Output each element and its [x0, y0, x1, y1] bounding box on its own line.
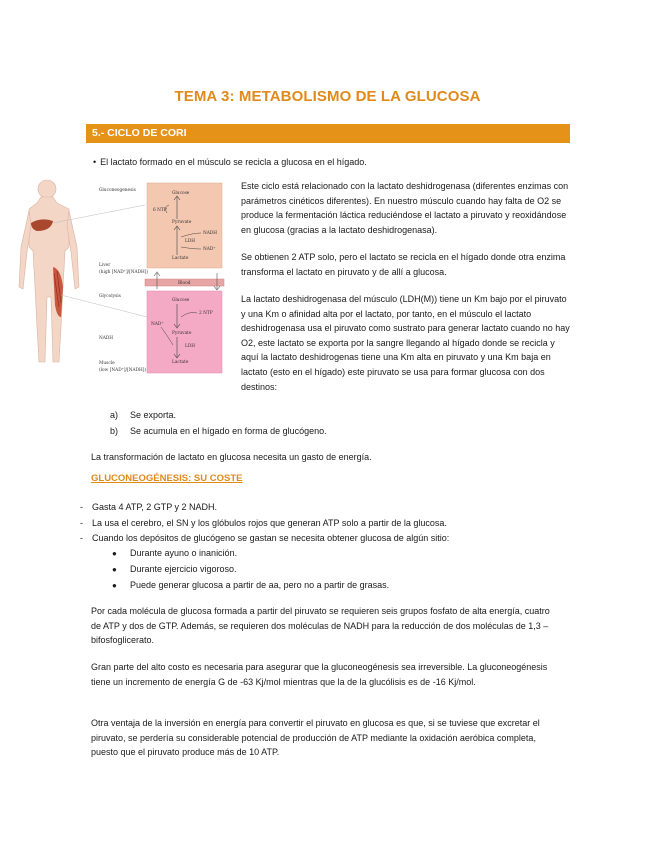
- intro-text: El lactato formado en el músculo se recicla a glucosa en el hígado.: [100, 157, 367, 167]
- cost-item-text: Cuando los depósitos de glucógeno se gastan se necesita obtener glucosa de algún sitio:: [92, 533, 450, 543]
- destination-text: Se exporta.: [130, 410, 177, 420]
- label-glycolysis: Glycolysis: [99, 294, 121, 299]
- destination-text: Se acumula en el hígado en forma de glucógeno.: [130, 426, 327, 436]
- cost-item: [80, 531, 449, 546]
- cost-subitem: [112, 546, 237, 562]
- dash-marker: -: [80, 533, 83, 543]
- intro-bullet: [93, 155, 367, 170]
- label-gluconeogenesis: Gluconeogenesis: [99, 188, 136, 193]
- label-lactate-bottom: Lactate: [172, 360, 189, 365]
- cost-item: [80, 500, 217, 515]
- paragraph-advantage: Otra ventaja de la inversión en energía para convertir el piruvato en glucosa es que, si se tuviese que excretar el piruvato, se perdería su considerable potencial de producción de ATP mediante la oxidación aeróbica completa, puesto que el piruvato produce más de 10 ATP.: [91, 718, 540, 758]
- page-title: TEMA 3: METABOLISMO DE LA GLUCOSA: [174, 88, 481, 105]
- label-blood: Blood: [178, 281, 191, 286]
- destination-item-a: [110, 408, 176, 423]
- cori-cycle-diagram: [17, 177, 235, 377]
- section-header: 5.- CICLO DE CORI: [86, 124, 570, 143]
- bullet-icon: •: [93, 157, 97, 167]
- label-nad-top: NAD⁺: [203, 247, 216, 252]
- label-pyruvate-top: Pyruvate: [172, 220, 192, 225]
- label-ntp-top: 6 NTP: [153, 208, 167, 213]
- cori-cycle-figure: [17, 177, 235, 377]
- label-lactate-top: Lactate: [172, 256, 189, 261]
- bullet-icon: ●: [112, 565, 117, 574]
- paragraph-irreversible: Gran parte del alto costo es necesaria para asegurar que la gluconeogénesis sea irreversible. La gluconeogénesis tiene un incremento de energía G de -63 Kj/mol mientras que la de la glucólisis es de -16 Kj/mol.: [91, 662, 548, 687]
- cost-subitem-text: Durante ejercicio vigoroso.: [130, 564, 237, 574]
- destination-item-b: [110, 424, 327, 439]
- label-liver-ratio: (high [NAD⁺]/[NADH]): [99, 270, 149, 275]
- label-glucose-top: Glucose: [172, 191, 190, 196]
- label-muscle-ratio: (low [NAD⁺]/[NADH]): [99, 368, 147, 373]
- list-marker: a): [110, 410, 119, 420]
- gluconeogenesis-cost-heading: GLUCONEOGÉNESIS: SU COSTE: [91, 473, 243, 484]
- bullet-icon: ●: [112, 581, 117, 590]
- list-marker: b): [110, 426, 119, 436]
- label-nadh-top: NADH: [203, 231, 218, 236]
- label-pyruvate-bottom: Pyruvate: [172, 331, 192, 336]
- label-ldh-top: LDH: [185, 239, 196, 244]
- paragraph-cost: Por cada molécula de glucosa formada a partir del piruvato se requieren seis grupos fosfato de alta energía, cuatro de ATP y dos de GTP. Además, se requieren dos moléculas de NADH para la reducción de dos moléculas de 1,3 – bifosfoglicerato.: [91, 606, 550, 646]
- cori-paragraph-3: La lactato deshidrogenasa del músculo (LDH(M)) tiene un Km bajo por el piruvato y una Km o afinidad alta por el lactato, por tanto, en el músculo el lactato deshidrogenasa usa el piruvato como sustrato para generar lactato cuando no hay O2, este lactato se exporta por la sangre llegando al hígado donde se recicla y aquí la lactato deshidrogenas tiene una Km alta en piruvato y una Km baja en lactato (esto en el hígado) este piruvato se usa para formar glucosa con dos destinos:: [241, 294, 570, 392]
- cost-item-text: La usa el cerebro, el SN y los glóbulos rojos que generan ATP solo a partir de la glucosa.: [92, 518, 447, 528]
- cost-subitem: [112, 578, 389, 594]
- label-liver: Liver: [99, 263, 111, 268]
- cost-subitem-text: Puede generar glucosa a partir de aa, pero no a partir de grasas.: [130, 580, 390, 590]
- human-body-illustration: [19, 180, 79, 362]
- dash-marker: -: [80, 502, 83, 512]
- cori-paragraph-2: Se obtienen 2 ATP solo, pero el lactato se recicla en el hígado donde otra enzima transforma el lactato en piruvato y de allí a glucosa.: [241, 252, 566, 277]
- energy-note: La transformación de lactato en glucosa necesita un gasto de energía.: [91, 452, 372, 462]
- label-nadh-bottom: NADH: [99, 336, 114, 341]
- cost-item-text: Gasta 4 ATP, 2 GTP y 2 NADH.: [92, 502, 218, 512]
- label-ntp-bottom: 2 NTP: [199, 311, 213, 316]
- cost-subitem-text: Durante ayuno o inanición.: [130, 548, 238, 558]
- cost-subitem: [112, 562, 237, 578]
- label-muscle: Muscle: [99, 361, 115, 366]
- cost-item: [80, 516, 447, 531]
- dash-marker: -: [80, 518, 83, 528]
- label-glucose-bottom: Glucose: [172, 298, 190, 303]
- cori-paragraph-1: Este ciclo está relacionado con la lactato deshidrogenasa (diferentes enzimas con parámetros cinéticos diferentes). En nuestro músculo cuando hay falta de O2 se produce la fermentación láctica reduciéndose el lactato a piruvato y reoxidándose en glucosa (gracias a la lactato deshidrogenasa).: [241, 181, 569, 235]
- label-nad-bottom: NAD⁺: [151, 322, 164, 327]
- bullet-icon: ●: [112, 549, 117, 558]
- label-ldh-bottom: LDH: [185, 344, 196, 349]
